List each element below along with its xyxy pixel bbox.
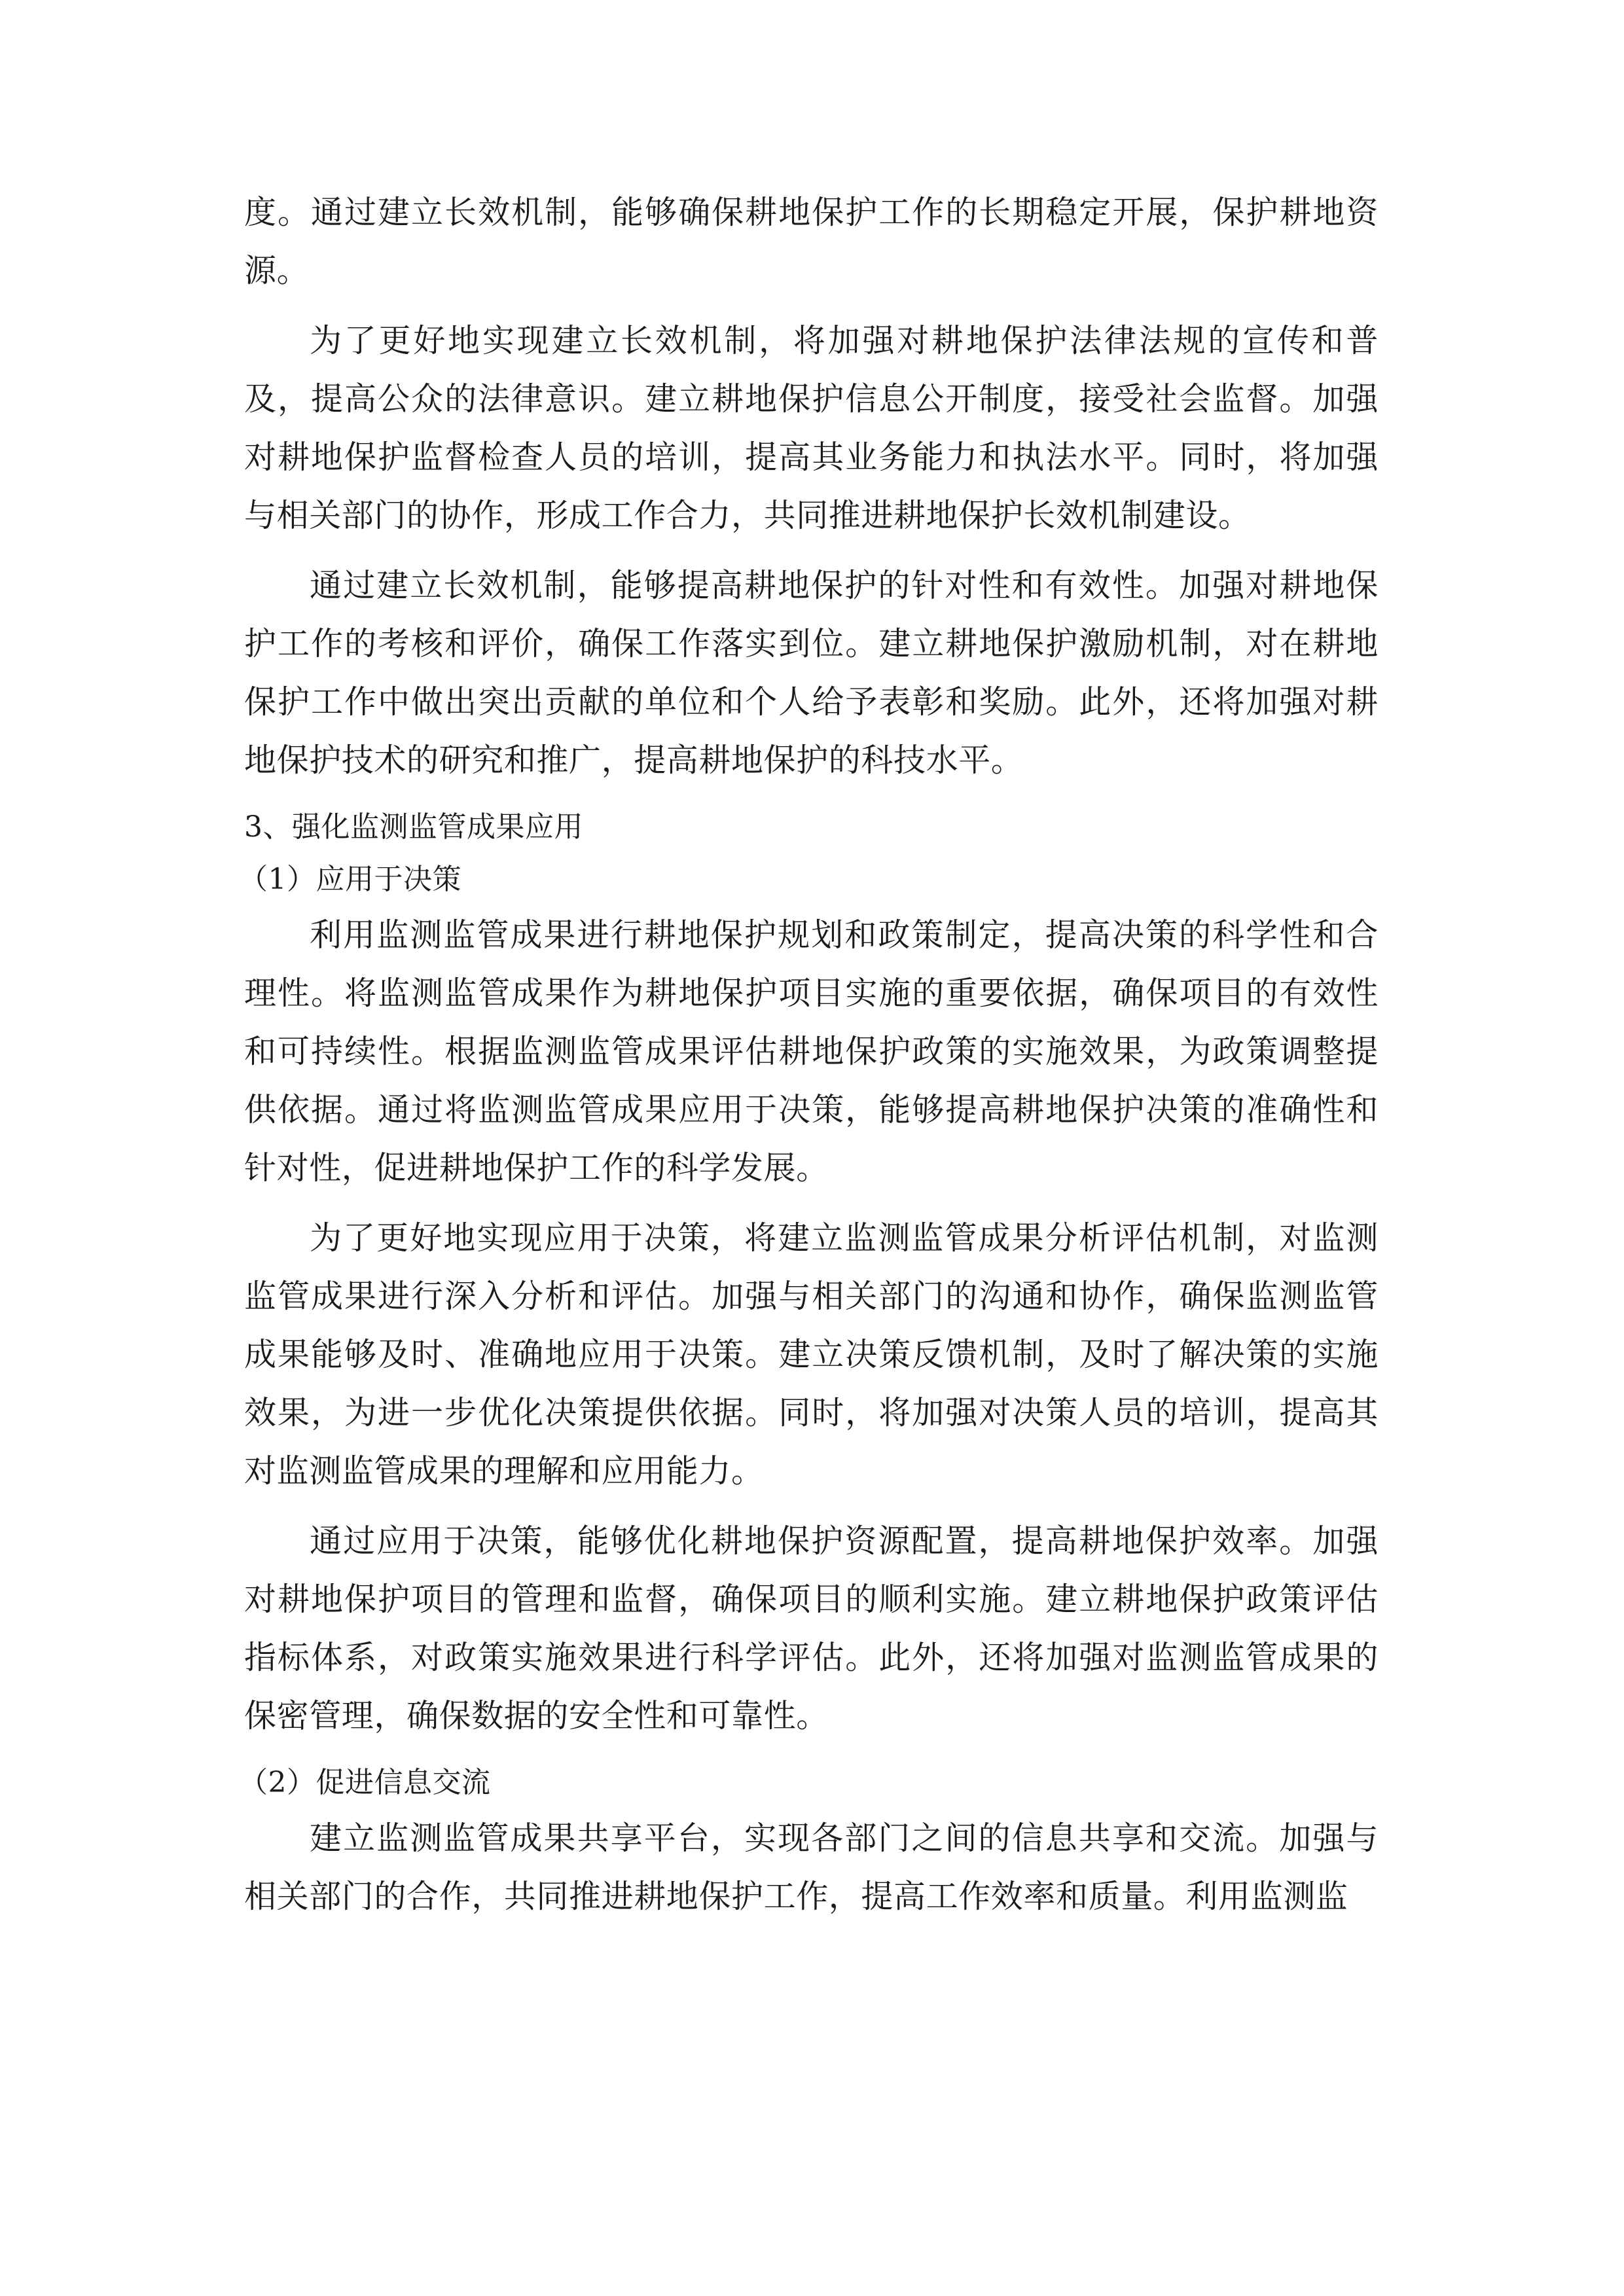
paragraph: 通过建立长效机制，能够提高耕地保护的针对性和有效性。加强对耕地保护工作的考核和评价，确保工作落实到位。建立耕地保护激励机制，对在耕地保护工作中做出突出贡献的单位和个人给予表彰和奖励。此外，还将加强对耕地保护技术的研究和推广，提高耕地保护的科技水平。 bbox=[244, 567, 1379, 779]
paragraph: 度。通过建立长效机制，能够确保耕地保护工作的长期稳定开展，保护耕地资源。 bbox=[244, 194, 1379, 289]
paragraph: 利用监测监管成果进行耕地保护规划和政策制定，提高决策的科学性和合理性。将监测监管成果作为耕地保护项目实施的重要依据，确保项目的有效性和可持续性。根据监测监管成果评估耕地保护政策的实施效果，为政策调整提供依据。通过将监测监管成果应用于决策，能够提高耕地保护决策的准确性和针对性，促进耕地保护工作的科学发展。 bbox=[244, 916, 1379, 1187]
section-heading: 3、强化监测监管成果应用 bbox=[244, 810, 583, 844]
subsection-heading: （1）应用于决策 bbox=[239, 863, 461, 896]
document-page bbox=[239, 183, 1379, 1926]
paragraph: 通过应用于决策，能够优化耕地保护资源配置，提高耕地保护效率。加强对耕地保护项目的管理和监督，确保项目的顺利实施。建立耕地保护政策评估指标体系，对政策实施效果进行科学评估。此外，还将加强对监测监管成果的保密管理，确保数据的安全性和可靠性。 bbox=[244, 1522, 1379, 1734]
paragraph: 为了更好地实现建立长效机制，将加强对耕地保护法律法规的宣传和普及，提高公众的法律意识。建立耕地保护信息公开制度，接受社会监督。加强对耕地保护监督检查人员的培训，提高其业务能力和执法水平。同时，将加强与相关部门的协作，形成工作合力，共同推进耕地保护长效机制建设。 bbox=[244, 322, 1379, 534]
paragraph: 建立监测监管成果共享平台，实现各部门之间的信息共享和交流。加强与相关部门的合作，共同推进耕地保护工作，提高工作效率和质量。利用监测监 bbox=[244, 1820, 1379, 1915]
paragraph: 为了更好地实现应用于决策，将建立监测监管成果分析评估机制，对监测监管成果进行深入分析和评估。加强与相关部门的沟通和协作，确保监测监管成果能够及时、准确地应用于决策。建立决策反馈机制，及时了解决策的实施效果，为进一步优化决策提供依据。同时，将加强对决策人员的培训，提高其对监测监管成果的理解和应用能力。 bbox=[244, 1219, 1379, 1490]
subsection-heading: （2）促进信息交流 bbox=[239, 1766, 491, 1799]
